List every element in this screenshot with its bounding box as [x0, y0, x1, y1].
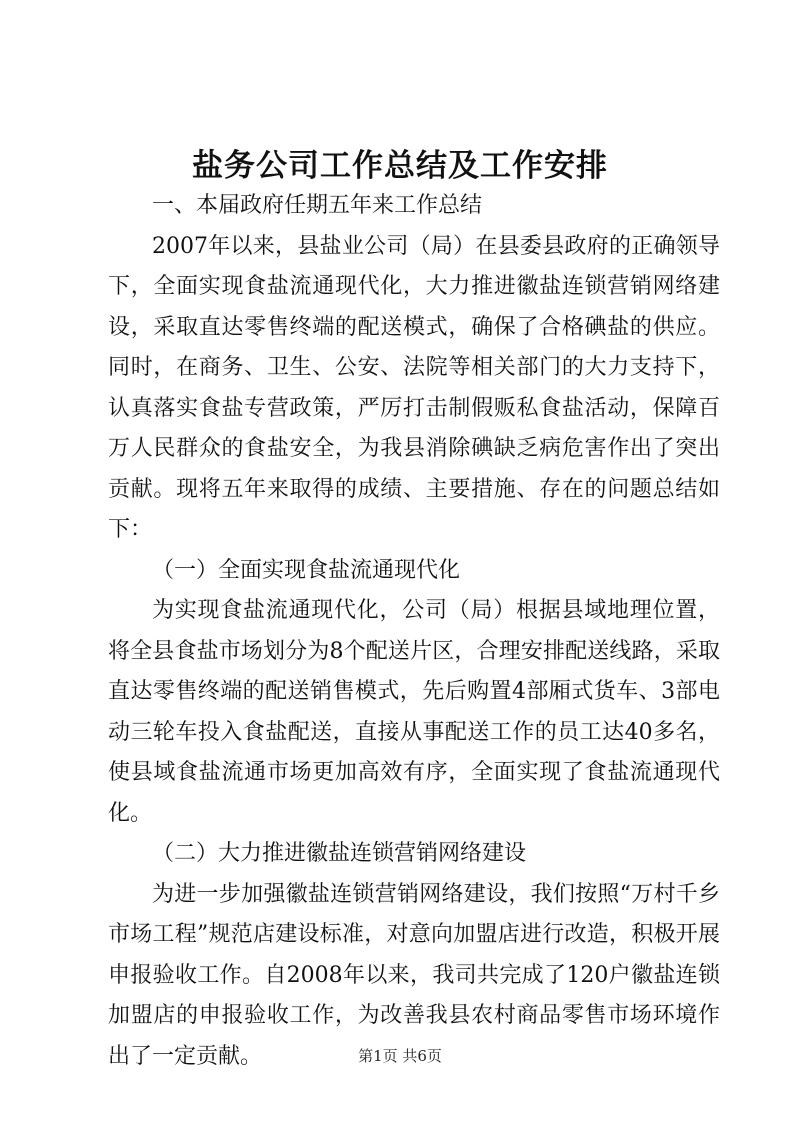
- page-footer: 第1页 共6页: [358, 1047, 442, 1065]
- paragraph-modernization: 为实现食盐流通现代化，公司（局）根据县域地理位置，将全县食盐市场划分为8个配送片区，合理安排配送线路，采取直达零售终端的配送销售模式，先后购置4部厢式货车、3部电动三轮车投入食盐配送，直接从事配送工作的员工达40多名，使县域食盐流通市场更加高效有序，全面实现了食盐流通现代化。: [108, 598, 720, 826]
- section-heading-chain-network: （二）大力推进徽盐连锁营销网络建设: [152, 841, 527, 866]
- document-body: [108, 186, 720, 1077]
- paragraph-intro: 2007年以来，县盐业公司（局）在县委县政府的正确领导下，全面实现食盐流通现代化，大力推进徽盐连锁营销网络建设，采取直达零售终端的配送模式，确保了合格碘盐的供应。同时，在商务、卫生、公安、法院等相关部门的大力支持下，认真落实食盐专营政策，严厉打击制假贩私食盐活动，保障百万人民群众的食盐安全，为我县消除碘缺乏病危害作出了突出贡献。现将五年来取得的成绩、主要措施、存在的问题总结如下：: [108, 233, 720, 542]
- section-heading-summary: 一、本届政府任期五年来工作总结: [152, 193, 483, 218]
- paragraph-chain-network: 为进一步加强徽盐连锁营销网络建设，我们按照“万村千乡市场工程”规范店建设标准，对意向加盟店进行改造，积极开展申报验收工作。自2008年以来，我司共完成了120户徽盐连锁加盟店的申报验收工作，为改善我县农村商品零售市场环境作出了一定贡献。: [108, 881, 720, 1069]
- section-heading-modernization: （一）全面实现食盐流通现代化: [152, 557, 461, 583]
- page-title: 盐务公司工作总结及工作安排: [192, 148, 608, 184]
